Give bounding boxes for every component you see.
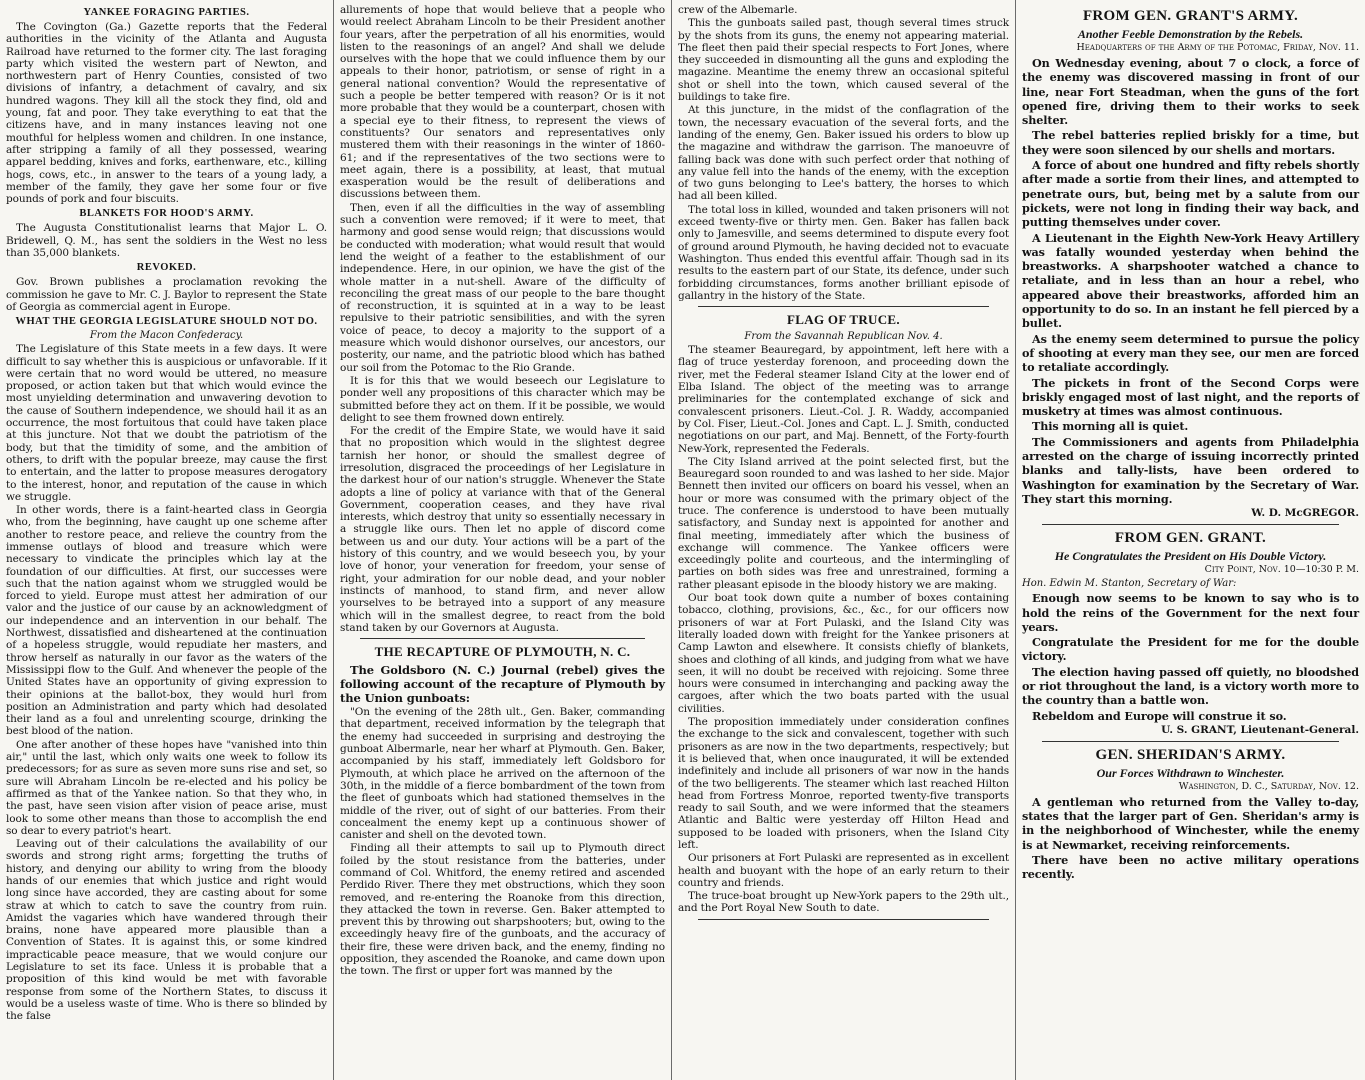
article-paragraph: crew of the Albemarle.: [678, 4, 798, 16]
article-paragraph: The City Island arrived at the point selected first, but the Beauregard soon rounded to and was lashed to her side. Major Bennett then invited our officers on board his vessel, when an hour or more was consumed with the primary object of the truce. The conference is understood to have been mutually satisfactory, and Sunday next is appointed for another and final meeting, immediately after which the business of exchange will commence. The Yankee officers were exceedingly polite and courteous, and the intermingling of parties on both sides was free and unrestrained, forming a rather pleasant episode in the bloody history we are making.: [678, 455, 1009, 591]
article-paragraph: At this juncture, in the midst of the conflagration of the town, the necessary evacuation of the several forts, and the landing of the enemy, Gen. Baker issued his orders to blow up the magazine and withdraw the garrison. The manoeuvre of falling back was done with such perfect order that nothing of any value fell into the hands of the enemy, with the exception of two guns belonging to Lee's battery, the horses to which had all been killed.: [678, 104, 1009, 203]
article-paragraph: A Lieutenant in the Eighth New-York Heavy Artillery was fatally wounded yesterday when behind the breastworks. A sharpshooter watched a chance to retaliate, and in less than an hour a rebel, who appeared above their breastworks, afforded him an opportunity to do so. In an instant he fell pierced by a bullet.: [1022, 230, 1359, 331]
headline-georgia-legislature: WHAT THE GEORGIA LEGISLATURE SHOULD NOT DO.: [15, 316, 318, 328]
headline-yankee-foraging: YANKEE FORAGING PARTIES.: [83, 7, 250, 18]
article-paragraph: The steamer Beauregard, by appointment, left here with a flag of truce yesterday forenoon, and proceeding down the river, met the Federal steamer Island City at the lower end of Elba Island. The object of the meeting was to arrange preliminaries for the contemplated exchange of sick and convalescent prisoners. Lieut.-Col. J. R. Waddy, accompanied by Col. Fiser, Lieut.-Col. Jones and Capt. L. J. Smith, conducted negotiations on our part, and Maj. Bennett, of the Forty-fourth New-York, represented the Federals.: [678, 344, 1009, 455]
headline-blankets: BLANKETS FOR HOOD'S ARMY.: [79, 208, 254, 220]
article-paragraph: The pickets in front of the Second Corps were briskly engaged most of last night, and the reports of musketry at times was almost continuous.: [1022, 375, 1359, 419]
article-paragraph: There have been no active military operations recently.: [1022, 853, 1359, 882]
article-paragraph: Then, even if all the difficulties in the way of assembling such a convention were removed; if it were to meet, that harmony and good sense would reign; that discussions would be conducted with moderation; what would result that would lend the weight of a feather to the establishment of our independence. Here, in our opinion, we have the gist of the whole matter in a nut-shell. Aware of the difficulty of reconciling the great mass of our people to the bare thought of reconstruction, it is squinted at in a way to be least repulsive to their patriotic sensibilities, and with the syren voice of peace, to decoy a majority to the support of a measure which would dishonor ourselves, our ancestors, our posterity, our name, and the patriotic blood which has bathed our soil from the Potomac to the Rio Grande.: [340, 201, 665, 374]
article-paragraph: allurements of hope that would believe that a people who would reelect Abraham Lincoln to be their President another four years, after the perpetration of all his enormities, would listen to the reasonings of an angel? And shall we delude ourselves with the hope that we could influence them by our appeals to their honor, patriotism, or sense of right in a general national convention? Would the representative of such a people be better tempered with reason? Or is it not more probable that they would be a counterpart, chosen with a special eye to their fitness, to represent the views of constituents? Our senators and representatives only mustered them with their reasonings in the winter of 1860-61; and if the representatives of the two sections were to meet again, there is a possibility, at least, that mutual exasperation would be the result of deliberations and discussions between them.: [340, 4, 665, 201]
article-paragraph: As the enemy seem determined to pursue the policy of shooting at every man they see, our men are forced to retaliate accordingly.: [1022, 331, 1359, 375]
article-paragraph: Congratulate the President for me for the double victory.: [1022, 635, 1359, 664]
column-2: [334, 0, 672, 1080]
column-3: [672, 0, 1016, 1080]
subheadline: Another Feeble Demonstration by the Rebels.: [1077, 27, 1304, 41]
article-paragraph: A force of about one hundred and fifty rebels shortly after made a sortie from their lines, and attempted to penetrate ours, but, being met by a salute from our pickets, were not long in finding their way back, and putting themselves under cover.: [1022, 158, 1359, 230]
article-paragraph: The Augusta Constitutionalist learns that Major L. O. Bridewell, Q. M., has sent the soldiers in the West no less than 35,000 blankets.: [6, 222, 327, 260]
article-paragraph: On Wednesday evening, about 7 o clock, a force of the enemy was discovered massing in front of our line, near Fort Steadman, when the guns of the fort opened fire, driving them to their works to seek shelter.: [1022, 56, 1359, 128]
article-paragraph: Rebeldom and Europe will construe it so.: [1032, 708, 1287, 723]
article-paragraph: It is for this that we would beseech our Legislature to ponder well any propositions of this character which may be submitted before they act on them. If it be possible, we would delight to see them frowned down entirely.: [340, 374, 665, 424]
signature: U. S. GRANT, Lieutenant-General.: [1161, 723, 1359, 736]
headline-sheridans-army: GEN. SHERIDAN'S ARMY.: [1095, 746, 1286, 763]
article-paragraph: This the gunboats sailed past, though several times struck by the shots from its guns, the enemy not appearing material. The fleet then paid their special respects to Fort Jones, where they succeeded in dismounting all the guns and exploding the magazine. Meantime the enemy threw an occasional spiteful shot or shell into the town, which caused several of the buildings to take fire.: [678, 17, 1009, 104]
headline-recapture-plymouth: THE RECAPTURE OF PLYMOUTH, N. C.: [374, 644, 631, 660]
headline-from-gen-grant: FROM GEN. GRANT.: [1114, 530, 1267, 547]
article-paragraph: The total loss in killed, wounded and taken prisoners will not exceed twenty-five or thirty men. Gen. Baker has fallen back only to Jamesville, and seems determined to dispute every foot of ground around Plymouth, he having decided not to evacuate Washington. Thus ended this eventful affair. Though sad in its results to the eastern part of our State, its defence, under such forbidding circumstances, forms another brilliant episode of gallantry in the history of the State.: [678, 203, 1009, 302]
article-paragraph: Gov. Brown publishes a proclamation revoking the commission he gave to Mr. C. J. Baylor to represent the State of Georgia as commercial agent in Europe.: [6, 276, 327, 313]
article-paragraph: One after another of these hopes have "vanished into thin air," until the last, which only waits one week to follow its predecessors; for as sure as seven more suns rise and set, so sure will Abraham Lincoln be re-elected and his policy be affirmed as that of the Yankee nation. So that they who, in the past, have seen vision after vision of peace arise, must look to some other means than those to accomplish the end so dear to every patriot's heart.: [6, 738, 327, 837]
article-paragraph: In other words, there is a faint-hearted class in Georgia who, from the beginning, have caught up one scheme after another to restore peace, and relieve the country from the immense outlays of blood and treasure which were necessary to vindicate the principles which lay at the foundation of our difficulties. At first, our successes were such that the nation against whom we struggled would be forced to yield. Europe must attest her admiration of our valor and the justice of our cause by an acknowledgment of our independence and an intervention in our behalf. The Northwest, dissatisfied and disheartened at the continuation of a hopeless struggle, would repudiate her masters, and throw herself as naturally in our favor as the waters of the Mississippi flow to the Gulf. And whenever the people of the United States have an opportunity of giving expression to their opinions at the ballot-box, they would hurl from position an Administration and party which had desolated their land as a foul and unrelenting scourge, drinking the best blood of the nation.: [6, 504, 327, 738]
article-paragraph: Finding all their attempts to sail up to Plymouth direct foiled by the stout resistance from the batteries, under command of Col. Whitford, the enemy retired and ascended Perdido River. There they met obstructions, which they soon removed, and re-entering the Roanoke from this direction, they attacked the town in reverse. Gen. Baker attempted to prevent this by throwing out sharpshooters; but, owing to the exceedingly heavy fire of the gunboats, and the accuracy of their fire, these were driven back, and the enemy, finding no opposition, they ascended the Roanoke, and came down upon the town. The first or upper fort was manned by the: [340, 842, 665, 978]
article-paragraph: "On the evening of the 28th ult., Gen. Baker, commanding that department, received information by the telegraph that the enemy had succeeded in surprising and destroying the gunboat Albermarle, near her wharf at Plymouth. Gen. Baker, accompanied by his staff, immediately left Goldsboro for Plymouth, at which place he arrived on the afternoon of the 30th, in the middle of a fierce bombardment of the town from the fleet of gunboats which had stationed themselves in the middle of the river, out of sight of our batteries. From their concealment the enemy kept up a continuous shower of canister and shell on the devoted town.: [340, 706, 665, 842]
subheadline: Our Forces Withdrawn to Winchester.: [1096, 765, 1285, 780]
dateline: City Point, Nov. 10—10:30 P. M.: [1204, 564, 1359, 576]
article-paragraph: This morning all is quiet.: [1032, 419, 1189, 434]
article-paragraph: Our prisoners at Fort Pulaski are represented as in excellent health and buoyant with the hope of an early return to their country and friends.: [678, 852, 1009, 889]
article-paragraph: Our boat took down quite a number of boxes containing tobacco, clothing, provisions, &c., &c., for our officers now prisoners of war at Fort Pulaski, and the Island City was literally loaded down with freight for the Yankee prisoners at Camp Lawton and elsewhere. It consists chiefly of blankets, shoes and clothing of all kinds, and judging from what we have seen, it will no doubt be received with rejoicing. Some three hours were consumed in interchanging and packing away the cargoes, after which the two boats parted with the usual civilities.: [678, 592, 1009, 715]
article-paragraph: A gentleman who returned from the Valley to-day, states that the larger part of Gen. Sheridan's army is in the neighborhood of Winchester, while the enemy is at Newmarket, receiving reinforcements.: [1022, 794, 1359, 852]
article-source: From the Macon Confederacy.: [89, 330, 244, 342]
article-paragraph: Enough now seems to be known to say who is to hold the reins of the Government for the next four years.: [1022, 591, 1359, 634]
address-line: Hon. Edwin M. Stanton, Secretary of War:: [1022, 578, 1237, 590]
section-divider: [698, 306, 989, 307]
column-1: [0, 0, 334, 1080]
section-divider: [698, 919, 989, 920]
subheadline: He Congratulates the President on His Double Victory.: [1054, 549, 1327, 564]
article-paragraph: The election having passed off quietly, no bloodshed or riot throughout the land, is a victory worth more to the country than a battle won.: [1022, 664, 1359, 708]
section-divider: [1042, 741, 1339, 742]
headline-revoked: REVOKED.: [136, 262, 197, 274]
article-paragraph: The Covington (Ga.) Gazette reports that the Federal authorities in the vicinity of the Atlanta and Augusta Railroad have returned to the former city. The last foraging party which visited the western part of Newton, and northwestern part of Henry Counties, consisted of two divisions of infantry, a detachment of cavalry, and six hundred wagons. They kill all the stock they find, old and young, fat and poor. They take everything to eat that the citizens have, and in many instances leaving not one mouthful for helpless women and children. In one instance, after stripping a family of all they possessed, wearing apparel bedding, knives and forks, earthenware, etc., killing hogs, cows, etc., in answer to the tears of a young lady, a member of the family, they gave her some four or five pounds of pork and four biscuits.: [6, 21, 327, 206]
article-paragraph: The rebel batteries replied briskly for a time, but they were soon silenced by our shells and mortars.: [1022, 128, 1359, 157]
article-paragraph: The proposition immediately under consideration confines the exchange to the sick and convalescent, together with such prisoners as are now in the two departments, respectively; but it is believed that, when once inaugurated, it will be extended indefinitely and include all prisoners of war now in the hands of the two belligerents. The steamer which last reached Hilton head from Fortress Monroe, reported twenty-five transports ready to sail South, and we were informed that the steamers Atlantic and Baltic were yesterday off Hilton Head and supposed to be loaded with prisoners, when the Island City left.: [678, 716, 1009, 851]
column-4: [1016, 0, 1365, 1080]
section-divider: [360, 638, 645, 639]
dateline: Headquarters of the Army of the Potomac, Friday, Nov. 11.: [1076, 42, 1359, 53]
dateline: Washington, D. C., Saturday, Nov. 12.: [1178, 780, 1359, 792]
article-source: From the Savannah Republican Nov. 4.: [744, 331, 943, 343]
headline-grants-army: FROM GEN. GRANT'S ARMY.: [1082, 8, 1299, 24]
article-paragraph: The Goldsboro (N. C.) Journal (rebel) gives the following account of the recapture of Plymouth by the Union gunboats:: [340, 663, 665, 706]
article-paragraph: The Legislature of this State meets in a few days. It were difficult to say whether this is auspicious or unfavorable. If it were certain that no word would be uttered, no measure proposed, or action taken but that which would evince the most unyielding determination and unwavering devotion to the cause of Southern independence, we should hail it as an occurrence, the most fortuitous that could have taken place at this juncture. Not that we doubt the patriotism of the body, but that the timidity of some, and the ambition of others, to drift with the popular breeze, may cause the first to entertain, and the latter to propose measures derogatory to the interest, honor, and reputation of the cause in which we struggle.: [6, 343, 327, 503]
article-paragraph: For the credit of the Empire State, we would have it said that no proposition which would in the slightest degree tarnish her honor, or should the smallest degree of irresolution, disgraced the proceedings of her Legislature in the darkest hour of our nation's struggle. Whenever the State adopts a line of policy at variance with that of the General Government, cooperation ceases, and they have rival interests, which destroy that unity so essentially necessary in a struggle like ours. Then let no apple of discord come between us and our duty. Your actions will be a part of the history of this country, and we would beseech you, by your love of honor, your veneration for freedom, your sense of right, your admiration for our noble dead, and your nobler instincts of manhood, to stand firm, and never allow yourselves to be betrayed into a support of any measure which will in the smallest degree, to react from the bold stand taken by our Governors at Augusta.: [340, 425, 665, 634]
article-paragraph: The truce-boat brought up New-York papers to the 29th ult., and the Port Royal New South to date.: [678, 890, 1009, 915]
article-paragraph: Leaving out of their calculations the availability of our swords and strong right arms; forgetting the truths of history, and denying our ability to wring from the bloody hands of our enemies that which justice and right would long since have accorded, they are casting about for some straw at which to catch to save the country from ruin. Amidst the vagaries which have wandered through their brains, none have appeared more plausible than a Convention of States. It is against this, or some kindred impracticable peace measure, that we would conjure our Legislature to set its face. Unless it is probable that a proposition of this kind would be met with favorable response from some of the Northern States, to discuss it would be a useless waste of time. Who is there so blinded by the false: [6, 838, 327, 1023]
signature: W. D. McGREGOR.: [1251, 507, 1359, 520]
article-paragraph: The Commissioners and agents from Philadelphia arrested on the charge of issuing incorrectly printed blanks and tally-lists, have been ordered to Washington for examination by the Secretary of War. They start this morning.: [1022, 434, 1359, 506]
section-divider: [1042, 524, 1339, 525]
headline-flag-of-truce: FLAG OF TRUCE.: [787, 312, 900, 328]
